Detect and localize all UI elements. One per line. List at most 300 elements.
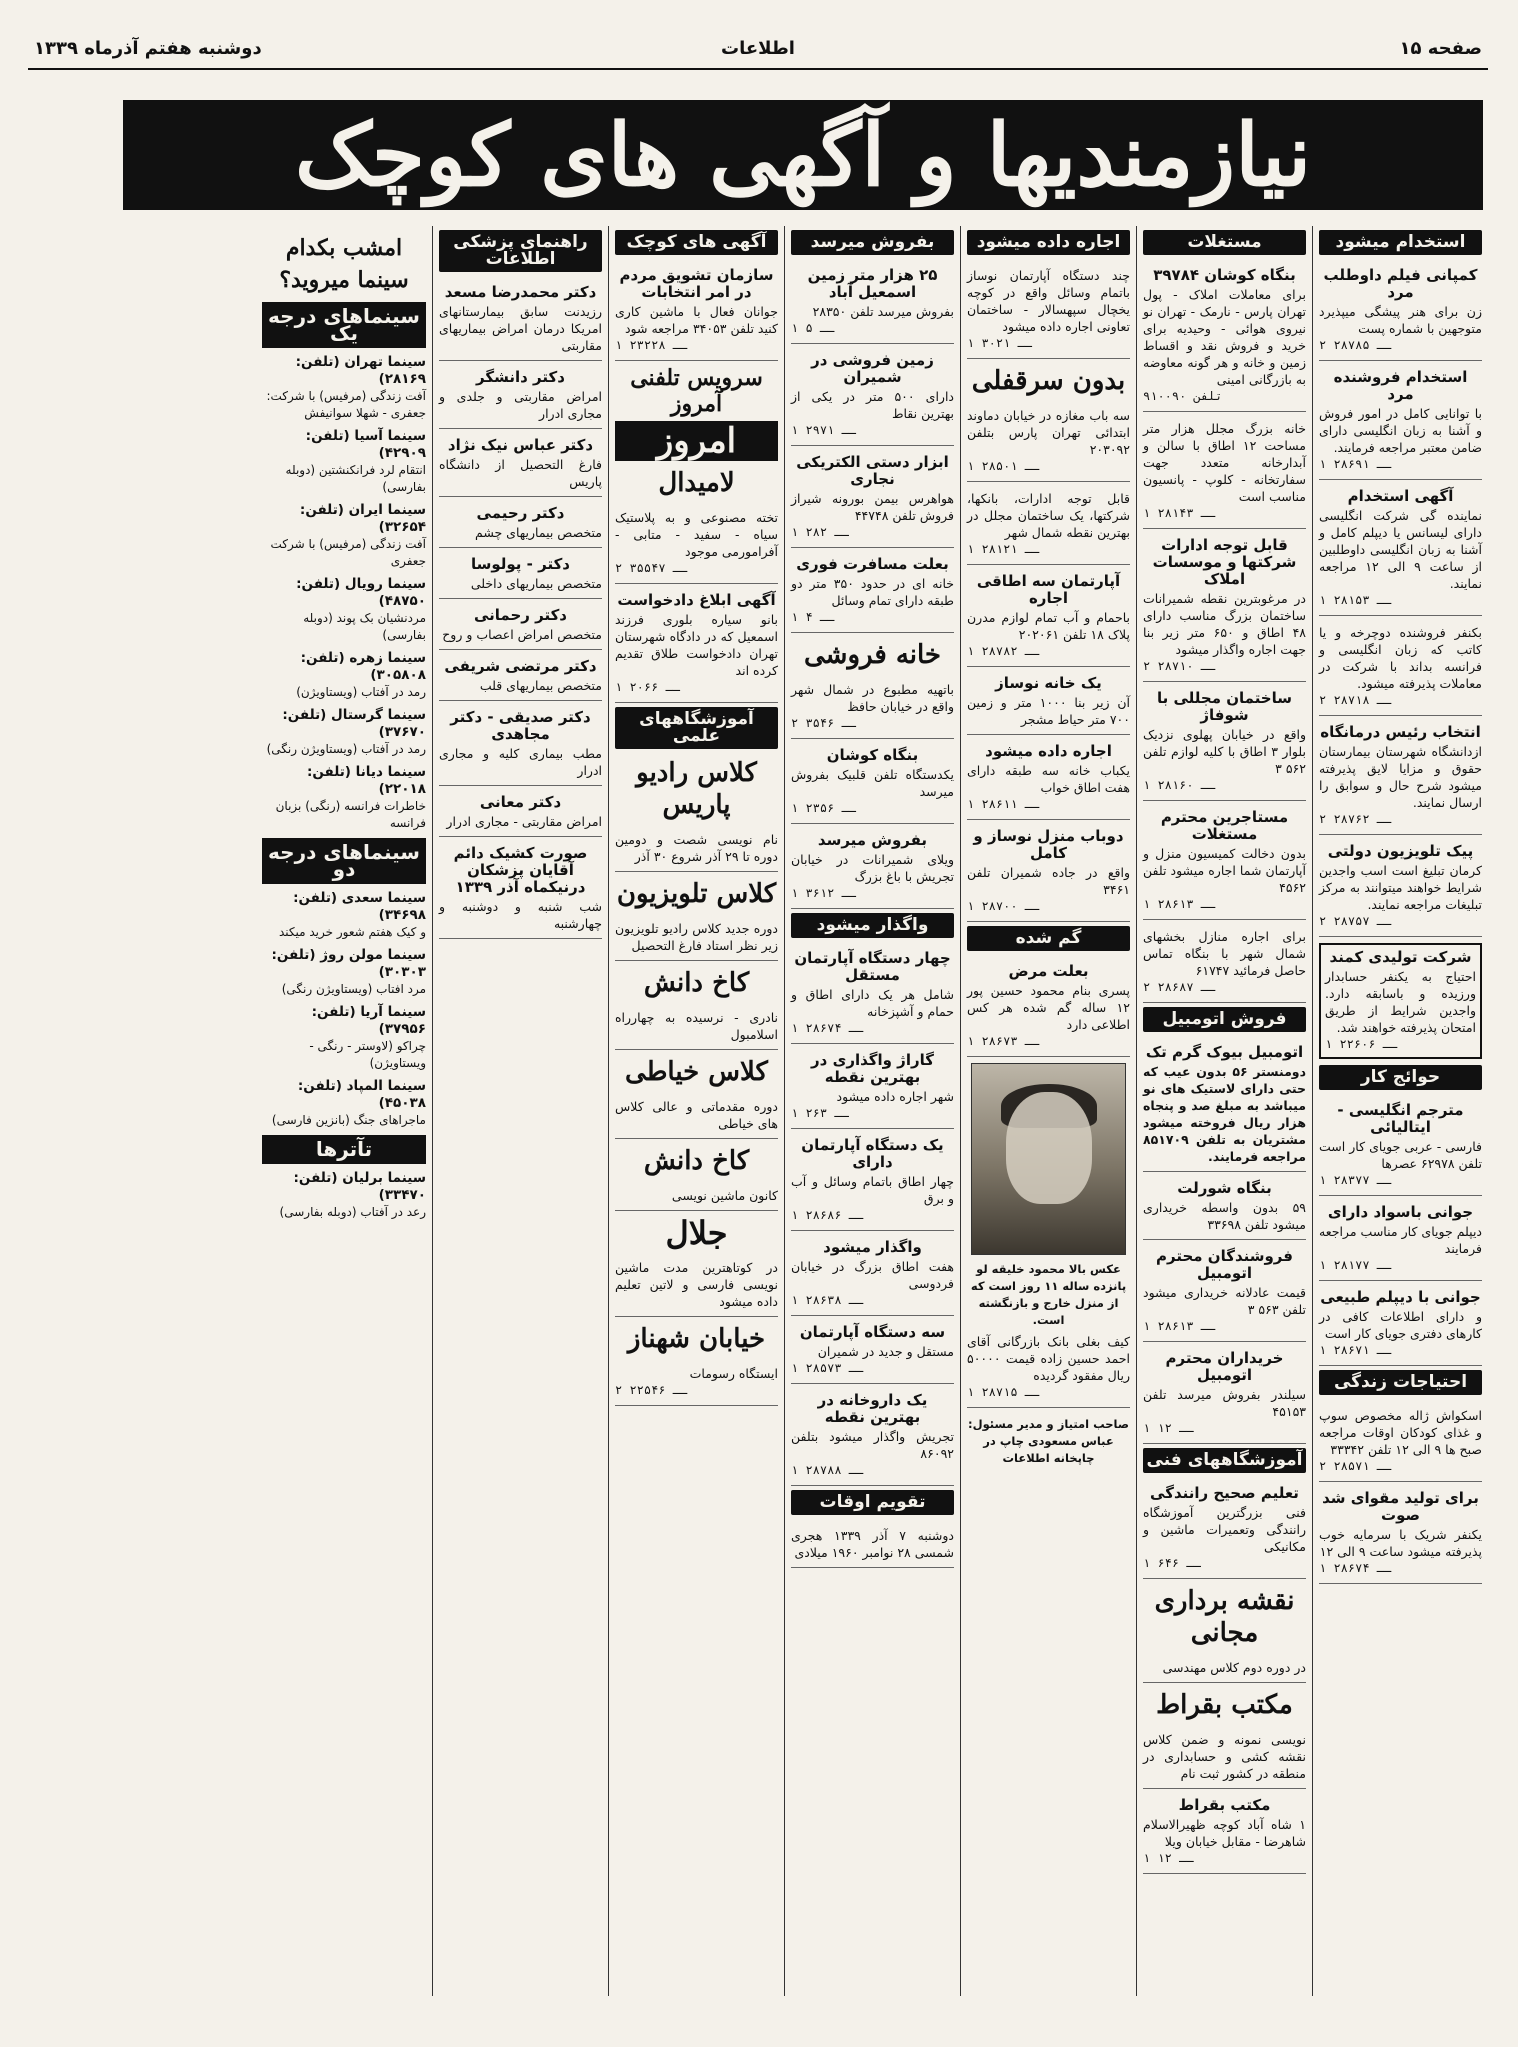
ad-title: یک خانه نوساز xyxy=(995,674,1102,692)
ad-code: ۱ ــ ۲۸۱۵۳ xyxy=(1319,593,1392,607)
cinema-program: مردنشیان بک پوند (دوبله بفارسی) xyxy=(303,611,426,642)
ad-body: نماینده گی شرکت انگلیسی دارای لیسانس یا دیپلم کامل و آشنا به زبان انگلیسی داوطلبین از ساعت ۹ الی ۱۲ مراجعه نمایند. xyxy=(1319,508,1482,591)
ad-code: ۱ ــ ۲۸۶۷۴ xyxy=(791,1021,864,1035)
ad-title: بفروش میرسد xyxy=(817,831,928,849)
classified-ad xyxy=(791,1048,954,1129)
ad-body: برای اجاره منازل بخشهای شمال شهر با بنگاه تماس حاصل فرمائید ۶۱۷۴۷ xyxy=(1143,929,1306,978)
promo-logo: امروز xyxy=(615,421,778,461)
ad-title: بنگاه شورلت xyxy=(1177,1179,1272,1197)
classified-ad xyxy=(1143,1040,1306,1172)
ad-title: ابزار دستی الکتریکی نجاری xyxy=(796,453,949,488)
ad-body: در مرغوبترین نقطه شمیرانات ساختمان بزرگ مناسب دارای ۴۸ اطاق و ۶۵۰ متر زیر بنا جهت اجاره واگذار میشود xyxy=(1143,591,1306,657)
classified-ad xyxy=(1143,1727,1306,1789)
doctor-details: فارغ التحصیل از دانشگاه پاریس xyxy=(439,457,602,489)
classified-ad xyxy=(615,1183,778,1211)
ad-title: پیک تلویزیون دولتی xyxy=(1327,842,1474,860)
section-heading-academic: آموزشگاههای علمی xyxy=(615,707,778,749)
doctor-name: دکتر رحمانی xyxy=(473,606,568,624)
ad-body: احتیاج به یکنفر حسابدار ورزیده و باسابقه دارد. واجدین شرایط از طریق امتحان پذیرفته خواهند شد. xyxy=(1325,969,1476,1035)
ad-body: برای معاملات املاک - پول تهران پارس - نارمک - تهران نو نیروی هوائی - وحیدیه برای خرید و فروش نقد و اقساط زمین و خانه و هر گونه معاوضه به بازرگانی امینی xyxy=(1143,287,1306,387)
ad-headline: خیابان شهناز xyxy=(627,1324,766,1354)
classified-ad xyxy=(1143,924,1306,1003)
ad-body: فارسی - عربی جویای کار است تلفن ۶۲۹۷۸ عصرها xyxy=(1319,1139,1482,1171)
doctor-details: متخصص بیماریهای داخلی xyxy=(470,576,602,591)
classified-ad xyxy=(967,824,1130,922)
ad-body: هفت اطاق بزرگ در خیابان فردوسی xyxy=(791,1259,954,1291)
classified-ad xyxy=(1143,1244,1306,1342)
ad-title: بعلت مرض xyxy=(1008,962,1089,980)
ad-body: باتهیه مطبوع در شمال شهر واقع در خیابان حافظ xyxy=(791,682,954,714)
classified-ad xyxy=(791,677,954,739)
section-heading-cars: فروش اتومبیل xyxy=(1143,1007,1306,1032)
ad-title: خریداران محترم اتومبیل xyxy=(1165,1349,1284,1384)
promo-subtitle: سرویس تلفنی آمروز xyxy=(630,365,763,417)
cinema-program: رمد در آفتاب (ویستاویژن رنگی) xyxy=(266,742,426,756)
ad-code: ۱ ــ ۲۸۱۲۱ xyxy=(967,542,1040,556)
ad-body: دارای ۵۰۰ متر در یکی از بهترین نقاط xyxy=(791,389,955,421)
ad-body: یکنفر شریک با سرمایه خوب پذیرفته میشود ساعت ۹ الی ۱۲ xyxy=(1319,1527,1482,1559)
column-small-ads xyxy=(608,226,784,1996)
ad-code: ۲ ــ ۲۸۷۵۷ xyxy=(1319,914,1392,928)
ad-title: یک دستگاه آپارتمان دارای xyxy=(801,1136,944,1171)
ad-title: سازمان تشویق مردم در امر انتخابات xyxy=(619,266,774,301)
cinema-program: انتقام لرد فرانکنشتین (دوبله بفارسی) xyxy=(285,463,426,494)
cinema-name: سینما آریا (تلفن: ۳۷۹۵۶) xyxy=(311,1004,426,1037)
cinema-name: سینما برلیان (تلفن: ۳۳۴۷۰) xyxy=(293,1170,426,1203)
ad-title: بنگاه کوشان xyxy=(826,746,919,764)
cinema-name: سینما دیانا (تلفن: ۲۲۰۱۸) xyxy=(306,764,426,797)
doctor-details: امراض مقاربتی - مجاری ادرار xyxy=(446,814,602,829)
classified-ad xyxy=(1319,263,1482,361)
classified-ad xyxy=(791,348,954,446)
column-heading: بفروش میرسد xyxy=(791,230,954,255)
cinema-program: آفت زندگی (مرفیس) با شرکت: جعفری - شهلا سوانیفش xyxy=(266,389,426,420)
ad-body: بانو سیاره بلوری فرزند اسمعیل که در دادگاه شهرستان تهران دادخواست طلاق تقدیم کرده اند xyxy=(615,612,778,678)
ad-code: ۱ ــ ۲۸۷۸۲ xyxy=(967,644,1040,658)
ad-title: اجاره داده میشود xyxy=(985,742,1112,760)
cinema-program: ماجراهای جنگ (بانزین فارسی) xyxy=(271,1113,426,1127)
ad-headline: نقشه برداری مجانی xyxy=(1154,1586,1295,1648)
classified-ad xyxy=(1319,1403,1482,1482)
ad-body: بکنفر فروشنده دوچرخه و یا کاتب که زبان انگلیسی و فرانسه بداند با شرکت در معاملات پذیرفته میشود. xyxy=(1319,625,1482,691)
section-heading-transfer: واگذار میشود xyxy=(791,913,954,938)
ad-code: ۲ ــ ۲۸۷۸۵ xyxy=(1319,338,1392,352)
ad-headline: کلاس رادیو پاریس xyxy=(636,758,757,820)
doctor-name: دکتر رحیمی xyxy=(476,504,565,522)
cinema-program: آفت زندگی (مرفیس) با شرکت جعفری xyxy=(270,537,426,568)
column-cinemas xyxy=(256,226,432,1996)
ad-title: واگذار میشود xyxy=(823,1238,922,1256)
doctor-listing xyxy=(439,433,602,497)
ad-title: آگهی ابلاغ دادخواست xyxy=(617,591,776,609)
ad-code: ۱ ــ ۲۳۲۲۸ xyxy=(615,338,688,352)
ad-title: جوانی با دیپلم طبیعی xyxy=(1320,1288,1481,1306)
doctor-listing xyxy=(439,501,602,548)
ad-body: دوشنبه ۷ آذر ۱۳۳۹ هجری شمسی ۲۸ نوامبر ۱۹۶۰ میلادی xyxy=(791,1528,954,1560)
cinema-name: سینما المپاد (تلفن: ۴۵۰۳۸) xyxy=(297,1078,426,1111)
classified-ad xyxy=(615,827,778,872)
ad-code: ۲ ــ ۲۸۷۱۸ xyxy=(1319,693,1392,707)
ad-code: ۱ ــ ۲۸۵۷۳ xyxy=(791,1361,864,1375)
ad-code: ۱ ــ ۵ xyxy=(791,321,835,335)
classified-ad xyxy=(1143,416,1306,529)
ad-code: ۲ ــ ۳۵۵۴۷ xyxy=(615,561,688,575)
classified-ad xyxy=(1319,365,1482,480)
section-heading-calendar: تقویم اوقات xyxy=(791,1490,954,1515)
classified-ad xyxy=(967,671,1130,735)
classified-ad xyxy=(1319,1486,1482,1584)
column-heading: استخدام میشود xyxy=(1319,230,1482,255)
ad-code: ۱ ــ ۲۸۱۶۰ xyxy=(1143,778,1216,792)
classified-ad xyxy=(791,1235,954,1316)
classified-ad xyxy=(791,828,954,909)
ad-body: ویلای شمیرانات در خیابان تجریش با باغ بزرگ xyxy=(791,852,954,884)
ad-body: اسکواش ژاله مخصوص سوپ و غذای کودکان اوقات مراجعه صبح ها ۹ الی ۱۲ تلفن ۳۳۳۴۲ xyxy=(1319,1408,1482,1457)
ad-title: شرکت تولیدی کمند xyxy=(1329,948,1472,966)
ad-title: یک داروخانه در بهترین نقطه xyxy=(817,1391,928,1426)
ad-code: ۱ ــ ۲۸۶۷۴ xyxy=(1319,1561,1392,1575)
ad-body: دوره مقدماتی و عالی کلاس های خیاطی xyxy=(615,1099,778,1131)
ad-headline: بدون سرقفلی xyxy=(971,366,1126,396)
ad-body: خانه بزرگ مجلل هزار متر مساحت ۱۲ اطاق با سالن و آبدارخانه متعدد جهت سفارتخانه - کلوپ - پانسیون مناسب است xyxy=(1143,421,1306,504)
ad-code: ۱ ــ ۲۸۷۸۸ xyxy=(791,1463,864,1477)
column-heading: اجاره داده میشود xyxy=(967,230,1130,255)
ad-code: ۱ ــ ۲۸۷۰۰ xyxy=(967,899,1040,913)
classified-ad xyxy=(1319,620,1482,716)
ad-body: شهر اجاره داده میشود xyxy=(836,1089,954,1104)
ad-title: قابل توجه ادارات شرکتها و موسسات املاک xyxy=(1152,536,1297,588)
ad-body: قیمت عادلانه خریداری میشود تلفن ۵۶۳ ۳ xyxy=(1143,1285,1306,1317)
ad-body: آن زیر بنا ۱۰۰۰ متر و زمین ۷۰۰ متر حیاط مشجر xyxy=(967,695,1130,727)
classified-ad xyxy=(791,450,954,548)
ad-headline: کاخ دانش xyxy=(643,968,750,998)
ad-code: ۱ ــ ۳۶۱۲ xyxy=(791,886,857,900)
doctor-details: متخصص بیماریهای قلب xyxy=(479,678,602,693)
classified-ad xyxy=(791,1388,954,1486)
ad-body: شامل هر یک دارای اطاق و حمام و آشپزخانه xyxy=(791,987,954,1019)
cinema-name: سینما مولن روژ (تلفن: ۳۰۳۰۳) xyxy=(271,947,426,980)
cinema-name: سینما سعدی (تلفن: ۳۴۶۹۸) xyxy=(293,890,426,923)
ad-body: ۱ شاه آباد کوچه ظهیرالاسلام شاهرضا - مقابل خیابان ویلا xyxy=(1143,1817,1306,1849)
classified-ad xyxy=(1143,1655,1306,1683)
ad-code: ۱ ــ ۲۸۷۱۵ xyxy=(967,1385,1040,1399)
ad-title: بنگاه کوشان ۳۹۷۸۴ xyxy=(1153,266,1296,284)
doctor-listing xyxy=(439,603,602,650)
ad-body: با توانایی کامل در امور فروش و آشنا به زبان انگلیسی دارای ضامن معتبر مراجعه فرمایند. xyxy=(1319,406,1482,455)
ad-body: سه باب مغازه در خیابان دماوند ابتدائی تهران پارس بتلفن ۲۰۳۰۹۲ xyxy=(967,408,1130,457)
section-heading-first-class: سینماهای درجه یک xyxy=(262,302,426,348)
ad-body: کانون ماشین نویسی xyxy=(671,1188,778,1203)
page-header xyxy=(28,28,1488,70)
classified-ad xyxy=(615,588,778,703)
ad-body: پسری بنام محمود حسین پور ۱۲ ساله گم شده هر کس اطلاعی دارد xyxy=(967,983,1130,1032)
classified-ad xyxy=(967,403,1130,482)
doctor-name: دکتر مرتضی شریفی xyxy=(444,657,597,675)
publisher-footer: صاحب امتیاز و مدیر مسئول: عباس مسعودی چاپ در چاپخانه اطلاعات xyxy=(968,1417,1129,1465)
ad-code: ۲ ــ ۲۸۶۸۷ xyxy=(1143,980,1216,994)
cinema-program: چراکو (لاوستر - رنگی - ویستاویژن) xyxy=(309,1039,426,1070)
classified-ad xyxy=(1143,1346,1306,1444)
schedule-body: شب شنبه و دوشنبه و چهارشنبه xyxy=(439,899,602,931)
doctor-name: دکتر - پولوسا xyxy=(470,555,570,573)
ad-code: ۱ ــ ۲۸۶۱۳ xyxy=(1143,897,1216,911)
doctor-listing xyxy=(439,552,602,599)
ad-code: ۱ ــ ۲۸۶۱۳ xyxy=(1143,1319,1216,1333)
ad-code: ۱ ــ ۱۲ xyxy=(1143,1421,1194,1435)
ad-title: گاراژ واگذاری در بهترین نقطه xyxy=(811,1051,934,1086)
ad-code: ۲ ــ ۲۸۷۶۲ xyxy=(1319,812,1392,826)
photo-caption: عکس بالا محمود خلیقه لو پانزده ساله ۱۱ روز است که از منزل خارج و بازنگشته است. xyxy=(970,1262,1127,1327)
ad-body: ازدانشگاه شهرستان بیمارستان حقوق و مزایا لایق پذیرفته میشود شرح حال و سوابق را ارسال نمایند. xyxy=(1319,744,1482,810)
classified-ad xyxy=(615,916,778,961)
doctor-name: دکتر دانشگر xyxy=(476,368,565,386)
ad-code: ۱ ــ ۲۰۶۶ xyxy=(615,680,681,694)
ad-headline: مکتب بقراط xyxy=(1156,1690,1293,1720)
classified-ad xyxy=(1319,720,1482,835)
ad-body: ایستگاه رسومات xyxy=(689,1366,778,1381)
ad-body: چهار اطاق باتمام وسائل و آب و برق xyxy=(791,1174,954,1206)
classified-ad xyxy=(1319,1200,1482,1281)
cinema-program: رمد در آفتاب (ویستاویژن) xyxy=(296,685,426,699)
doctor-name: دکتر عباس نیک نژاد xyxy=(447,436,594,454)
ad-body: فنی بزرگترین آموزشگاه رانندگی وتعمیرات ماشین و مکانیکی xyxy=(1143,1505,1306,1554)
doctor-listing xyxy=(439,790,602,837)
ad-code: تلفن ۹۱۰۰۹۰ xyxy=(1143,389,1223,403)
classified-ad xyxy=(1319,839,1482,937)
classified-ad xyxy=(1143,533,1306,682)
ad-body: کرمان تبلیغ است اسب واجدین شرایط خواهند میتوانند به مرکز تبلیغات مراجعه نمایند. xyxy=(1319,863,1482,912)
cinema-name: سینما زهره (تلفن: ۳۰۵۸۰۸) xyxy=(300,650,426,683)
on-call-schedule xyxy=(439,841,602,939)
paper-name: اطلاعات xyxy=(721,38,795,59)
ad-body: واقع در خیابان پهلوی نزدیک بلوار ۳ اطاق با کلیه لوازم تلفن ۵۶۲ ۳ xyxy=(1143,727,1306,776)
ad-title: ساختمان مجللی با شوفاژ xyxy=(1156,689,1293,724)
classified-ad xyxy=(615,1361,778,1406)
ad-code: ۱ ــ ۲۸۶۱۱ xyxy=(967,797,1040,811)
ad-body: باحمام و آب تمام لوازم مدرن پلاک ۱۸ تلفن ۲۰۲۰۶۱ xyxy=(967,610,1130,642)
cinema-name: سینما ایران (تلفن: ۳۲۶۵۴) xyxy=(299,502,426,535)
column-for-sale xyxy=(784,226,960,1996)
column-for-rent xyxy=(960,226,1136,1996)
ad-title: دوباب منزل نوساز و کامل xyxy=(973,827,1124,862)
section-heading-work: حوائج کار xyxy=(1319,1065,1482,1090)
section-heading-second-class: سینماهای درجه دو xyxy=(262,838,426,884)
ad-code: ۱ ــ ۶۴۶ xyxy=(1143,1556,1201,1570)
ad-code: ۱ ــ ۴ xyxy=(791,610,835,624)
section-heading-schools: آموزشگاههای فنی xyxy=(1143,1448,1306,1473)
banner-title: نیازمندیها و آگهی های کوچک xyxy=(294,104,1312,206)
classified-ad xyxy=(615,1255,778,1317)
ad-title: آپارتمان سه اطاقی اجاره xyxy=(976,572,1121,607)
column-medical-guide xyxy=(432,226,608,1996)
doctor-details: امراض مقاربتی و جلدی و مجاری ادرار xyxy=(439,389,602,421)
ad-body: تخته مصنوعی و به پلاستیک سیاه - سفید - متابی - آفرامورمی موجود xyxy=(615,510,778,559)
classified-ad xyxy=(1319,484,1482,616)
ad-body: و دارای اطلاعات کافی در کارهای دفتری جویای کار است xyxy=(1319,1309,1482,1341)
cinema-name: سینما رویال (تلفن: ۴۸۷۵۰) xyxy=(296,576,426,609)
ad-code: ۱ ــ ۱۲ xyxy=(1143,1851,1194,1865)
ad-body: زن برای هنر پیشگی میپذیرد متوجهین با شماره پست xyxy=(1319,304,1482,336)
ad-code: ۱ ــ ۲۸۲ xyxy=(791,525,849,539)
classified-ad xyxy=(1143,686,1306,801)
ad-body: بدون دخالت کمیسیون منزل و آپارتمان شما اجاره میشود تلفن ۴۵۶۲ xyxy=(1143,846,1306,895)
cinema-name: سینما آسیا (تلفن: ۴۲۹۰۹) xyxy=(305,428,426,461)
ad-title: زمین فروشی در شمیران xyxy=(811,351,934,386)
ad-title: ۲۵ هزار متر زمین اسمعیل آباد xyxy=(807,266,938,301)
ad-code: ۲ ــ ۳۵۴۶ xyxy=(791,716,857,730)
ad-title: انتخاب رئیس درمانگاه xyxy=(1320,723,1481,741)
section-banner xyxy=(123,100,1483,210)
doctor-name: دکتر صدیقی - دکتر مجاهدی xyxy=(450,708,591,743)
doctor-listing xyxy=(439,705,602,786)
classified-ad xyxy=(791,263,954,344)
doctor-details: متخصص امراض اعصاب و روح xyxy=(442,627,602,642)
cinema-program: و کیک هفتم شعور خرید میکند xyxy=(278,925,426,939)
classified-ad xyxy=(791,1133,954,1231)
classified-ad xyxy=(615,1005,778,1050)
ad-headline: جلال xyxy=(665,1214,728,1252)
column-heading: مستغلات xyxy=(1143,230,1306,255)
classified-ad xyxy=(615,505,778,584)
ad-body: یکدستگاه تلفن قلبیک بفروش میرسد xyxy=(791,767,954,799)
ad-title: فروشندگان محترم اتومبیل xyxy=(1156,1247,1293,1282)
ad-body: دومنستر ۵۶ بدون عیب که حتی دارای لاستیک های نو میباشد به مبلغ صد و پنجاه هزار ریال فروخته میشود مشتریان به تلفن ۸۵۱۷۰۹ مراجعه فرمایند. xyxy=(1143,1064,1306,1164)
classified-ad xyxy=(615,1094,778,1139)
ad-title: آگهی استخدام xyxy=(1347,487,1454,505)
ad-body: چند دستگاه آپارتمان نوساز باتمام وسائل واقع در کوچه یخچال سپهسالار - ساختمان تعاونی اجاره داده میشود xyxy=(967,268,1130,334)
classified-ad xyxy=(967,959,1130,1057)
ad-code: ۱ ــ ۲۸۱۷۷ xyxy=(1319,1258,1392,1272)
ad-body: نویسی نمونه و ضمن کلاس نقشه کشی و حسابداری در منطقه در کشور ثبت نام xyxy=(1143,1732,1306,1781)
classified-ad xyxy=(791,743,954,824)
classified-ad xyxy=(967,739,1130,820)
ad-body: قابل توجه ادارات، بانکها، شرکتها، یک ساختمان مجلل در بهترین نقطه شمال شهر xyxy=(967,491,1130,540)
classified-ad xyxy=(1319,1098,1482,1196)
ad-code: ۱ ــ ۲۸۶۷۱ xyxy=(1319,1343,1392,1357)
ad-code: ۱ ــ ۲۸۶۳۸ xyxy=(791,1293,864,1307)
ad-body: در دوره دوم کلاس مهندسی xyxy=(1162,1660,1306,1675)
page-number: صفحه ۱۵ xyxy=(1399,38,1482,59)
doctor-listing xyxy=(439,280,602,361)
doctor-details: رزیدنت سابق بیمارستانهای امریکا درمان امراض بیماریهای مقاربتی xyxy=(439,304,602,353)
ad-title: بعلت مسافرت فوری xyxy=(796,555,949,573)
ad-code: ۱ ــ ۲۸۶۹۱ xyxy=(1319,457,1392,471)
ad-body: واقع در جاده شمیران تلفن ۳۴۶۱ xyxy=(967,865,1130,897)
classified-ad xyxy=(1143,263,1306,412)
classified-ad xyxy=(1143,1481,1306,1579)
ad-code: ۱ ــ ۲۸۳۷۷ xyxy=(1319,1173,1392,1187)
ad-body: در کوتاهترین مدت ماشین نویسی فارسی و لاتین تعلیم داده میشود xyxy=(615,1260,778,1309)
ad-headline: لامیدال xyxy=(658,468,735,498)
ad-title: استخدام فروشنده مرد xyxy=(1333,368,1468,403)
cinema-headline: امشب بکدام سینما میروید؟ xyxy=(279,235,409,293)
ad-title: مستاجرین محترم مستغلات xyxy=(1160,808,1289,843)
classified-ad xyxy=(615,263,778,361)
cinema-program: خاطرات فرانسه (رنگی) بزبان فرانسه xyxy=(275,799,426,830)
doctor-name: دکتر محمدرضا مسعد xyxy=(444,283,597,301)
ad-body: سیلندر بفروش میرسد تلفن ۴۵۱۵۳ xyxy=(1143,1387,1306,1419)
columns xyxy=(68,226,1488,1996)
ad-headline: کاخ دانش xyxy=(643,1146,750,1176)
ad-body: دوره جدید کلاس رادیو تلویزیون زیر نظر استاد فارغ التحصیل xyxy=(615,921,778,953)
cinema-name: سینما گرستال (تلفن: ۳۷۶۷۰) xyxy=(282,707,426,740)
cinema-program: رعد در آفتاب (دوبله بفارسی) xyxy=(279,1205,426,1219)
ad-title: مترجم انگلیسی - ایتالیائی xyxy=(1337,1101,1464,1136)
classified-ad xyxy=(1319,1285,1482,1366)
ad-title: برای تولید مقوای شد صوت xyxy=(1322,1489,1479,1524)
ad-code: ۱ ــ ۲۸۱۴۳ xyxy=(1143,506,1216,520)
section-heading-lost: گم شده xyxy=(967,926,1130,951)
ad-body: نادری - نرسیده به چهارراه اسلامبول xyxy=(615,1010,778,1042)
ad-code: ۱ ــ ۲۸۶۷۳ xyxy=(967,1034,1040,1048)
ad-body: دیپلم جویای کار مناسب مراجعه فرمایند xyxy=(1319,1224,1482,1256)
ad-title: سه دستگاه آپارتمان xyxy=(799,1323,946,1341)
ad-body: تجریش واگذار میشود بتلفن ۸۶۰۹۲ xyxy=(791,1429,954,1461)
ad-code: ۱ ــ ۲۸۵۰۱ xyxy=(967,459,1040,473)
classified-ad xyxy=(967,569,1130,667)
ad-headline: کلاس تلویزیون xyxy=(616,879,777,909)
ad-title: کمپانی فیلم داوطلب مرد xyxy=(1323,266,1478,301)
classified-ad-boxed xyxy=(1319,943,1482,1059)
photo-face xyxy=(1006,1092,1092,1204)
calendar-entry xyxy=(791,1523,954,1568)
ad-headline: کلاس خیاطی xyxy=(625,1057,768,1087)
ad-title: تعلیم صحیح رانندگی xyxy=(1150,1484,1299,1502)
column-heading: آگهی های کوچک xyxy=(615,230,778,255)
column-employment xyxy=(1312,226,1488,1996)
classified-ad xyxy=(1143,1793,1306,1874)
ad-body: بفروش میرسد تلفن ۲۸۳۵۰ xyxy=(812,304,954,319)
cinema-name: سینما تهران (تلفن: ۲۸۱۶۹) xyxy=(295,354,426,387)
classified-ad xyxy=(791,552,954,633)
classified-ad xyxy=(1143,1176,1306,1240)
column-real-estate xyxy=(1136,226,1312,1996)
classified-ad xyxy=(791,1320,954,1384)
ad-body: هواهرس بیمن بورونه شیراز فروش تلفن ۴۴۷۴۸ xyxy=(791,491,954,523)
classified-ad xyxy=(967,486,1130,565)
newspaper-page xyxy=(28,28,1488,2018)
ad-title: مکتب بقراط xyxy=(1178,1796,1271,1814)
ad-body: نام نویسی شصت و دومین دوره تا ۲۹ آذر شروع ۳۰ آذر xyxy=(615,832,778,864)
ad-body: یکباب خانه سه طبقه دارای هفت اطاق خواب xyxy=(967,763,1130,795)
doctor-details: متخصص بیماریهای چشم xyxy=(475,525,602,540)
issue-date: دوشنبه هفتم آذرماه ۱۳۳۹ xyxy=(34,38,262,59)
ad-code: ۲ ــ ۲۸۵۷۱ xyxy=(1319,1459,1392,1473)
ad-body: کیف بغلی بانک بازرگانی آقای احمد حسین زاده قیمت ۵۰۰۰۰ ریال مفقود گردیده xyxy=(967,1334,1130,1383)
ad-title: جوانی باسواد دارای xyxy=(1327,1203,1474,1221)
classified-ad xyxy=(967,1329,1130,1408)
column-heading: راهنمای پزشکی اطلاعات xyxy=(439,230,602,272)
classified-ad xyxy=(967,263,1130,359)
missing-boy-photo xyxy=(971,1063,1126,1255)
ad-code: ۲ ــ ۲۲۵۴۶ xyxy=(615,1383,688,1397)
doctor-name: دکتر معانی xyxy=(479,793,562,811)
ad-body: ۵۹ بدون واسطه خریداری میشود تلفن ۳۳۶۹۸ xyxy=(1143,1200,1306,1232)
section-heading-needs: احتیاجات زندگی xyxy=(1319,1370,1482,1395)
ad-code: ۱ ــ ۲۸۶۸۶ xyxy=(791,1208,864,1222)
doctor-listing xyxy=(439,365,602,429)
ad-body: خانه ای در حدود ۳۵۰ متر دو طبقه دارای تمام وسائل xyxy=(791,576,954,608)
ad-code: ۱ ــ ۲۶۳ xyxy=(791,1106,849,1120)
ad-title: اتومبیل بیوک گرم تک xyxy=(1145,1043,1304,1061)
ad-code: ۱ ــ ۳۰۲۱ xyxy=(967,336,1033,350)
emrooz-promo xyxy=(615,365,778,461)
ad-body: جوانان فعال با ماشین کاری کنید تلفن ۳۴۰۵۳ مراجعه شود xyxy=(615,304,778,336)
cinema-program: مرد افتاب (ویستاویژن رنگی) xyxy=(281,982,426,996)
classified-ad xyxy=(1143,805,1306,920)
doctor-listing xyxy=(439,654,602,701)
ad-code: ۲ ــ ۲۸۷۱۰ xyxy=(1143,659,1216,673)
